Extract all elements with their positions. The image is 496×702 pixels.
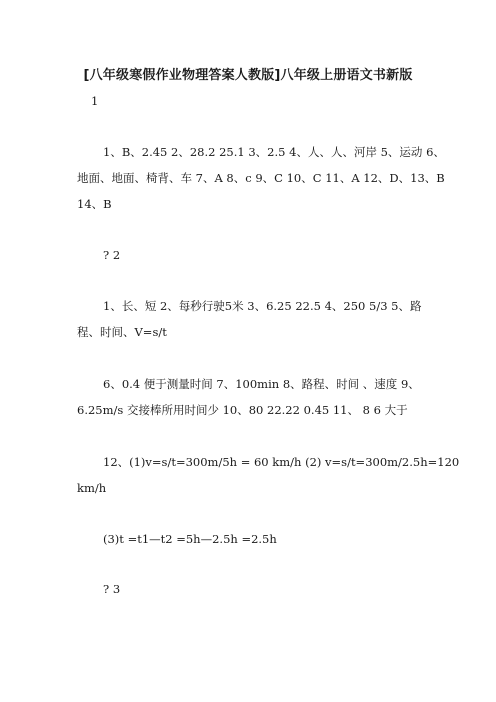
section-2-para-4: (3)t =t1—t2 =5h—2.5h =2.5h [103, 532, 277, 546]
section-2-para-1-line-2: 程、时间、V=s/t [77, 325, 167, 339]
section-2-para-1-line-1: 1、长、短 2、每秒行驶5米 3、6.25 22.5 4、250 5/3 5、路 [103, 299, 422, 313]
document-title: [八年级寒假作业物理答案人教版]八年级上册语文书新版 [83, 68, 413, 83]
section-marker-2: ? 2 [103, 248, 121, 262]
section-1-line-3: 14、B [77, 197, 112, 211]
section-marker-1: 1 [91, 94, 99, 108]
section-2-para-2-line-2: 6.25m/s 交接棒所用时间少 10、80 22.22 0.45 11、 8 6 大于 [77, 403, 408, 417]
section-1-line-2: 地面、地面、椅背、车 7、A 8、c 9、C 10、C 11、A 12、D、13、B [77, 171, 445, 185]
section-2-para-3-line-1: 12、(1)v=s/t=300m/5h = 60 km/h (2) v=s/t=300m/2.5h=120 [103, 455, 460, 469]
section-1-line-1: 1、B、2.45 2、28.2 25.1 3、2.5 4、人、人、河岸 5、运动 6、 [103, 145, 445, 159]
section-2-para-3-line-2: km/h [77, 481, 107, 495]
section-marker-3: ? 3 [103, 582, 121, 596]
section-2-para-2-line-1: 6、0.4 便于测量时间 7、100min 8、路程、时间 、速度 9、 [103, 377, 420, 391]
